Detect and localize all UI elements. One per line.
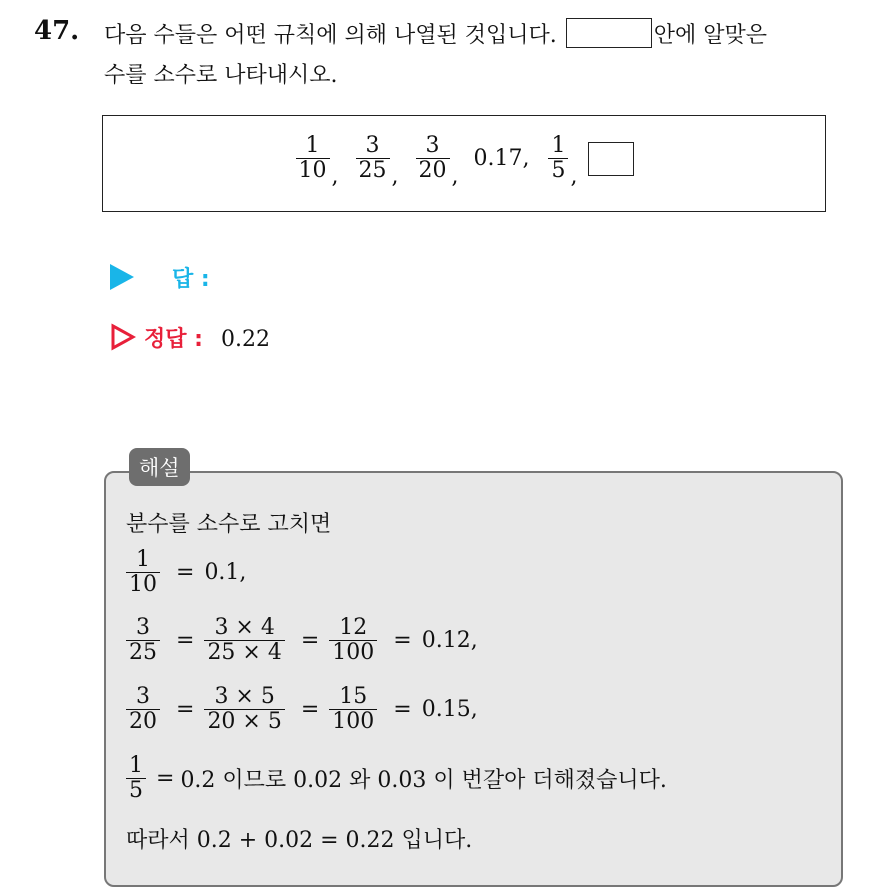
comma: , bbox=[391, 163, 399, 189]
decimal-term: 0.17, bbox=[473, 146, 530, 172]
answer-blank-inline bbox=[566, 18, 652, 48]
fraction-1-10 bbox=[296, 134, 330, 183]
question-text-line2: 수를 소수로 나타내시오. bbox=[104, 63, 338, 88]
correct-value: 0.22 bbox=[220, 327, 270, 352]
result: 0.1, bbox=[204, 560, 247, 586]
frac bbox=[204, 685, 284, 734]
result: 0.15, bbox=[421, 697, 478, 723]
question-text-part2: 안에 알맞은 bbox=[653, 23, 768, 48]
frac-den: 25 bbox=[356, 158, 390, 183]
comma: , bbox=[451, 163, 459, 189]
frac bbox=[204, 616, 284, 665]
result: 0.12, bbox=[421, 628, 478, 654]
equals: = bbox=[176, 697, 195, 723]
answer-label: 답 : bbox=[172, 267, 210, 292]
equals: = bbox=[393, 628, 412, 654]
frac bbox=[126, 548, 160, 597]
sequence-box bbox=[102, 115, 826, 212]
frac-num: 1 bbox=[136, 547, 150, 572]
frac-num: 3 bbox=[136, 615, 150, 640]
frac-num: 1 bbox=[305, 133, 320, 158]
frac-den: 25 × 4 bbox=[204, 640, 284, 665]
frac-den: 20 bbox=[416, 158, 450, 183]
play-arrow-icon bbox=[110, 264, 134, 290]
explanation-text: 0.2 이므로 0.02 와 0.03 이 번갈아 더해졌습니다. bbox=[180, 768, 667, 794]
frac-num: 3 bbox=[365, 133, 380, 158]
explanation-tab: 해설 bbox=[129, 448, 190, 486]
equals: = bbox=[300, 697, 320, 723]
frac bbox=[329, 685, 377, 734]
frac bbox=[126, 616, 160, 665]
explanation-line-1 bbox=[126, 548, 246, 597]
correct-label: 정답 : bbox=[144, 327, 203, 352]
equals: = bbox=[393, 697, 412, 723]
frac-num: 3 bbox=[425, 133, 440, 158]
frac-den: 5 bbox=[126, 778, 146, 803]
equals: = bbox=[156, 766, 175, 792]
frac bbox=[126, 754, 146, 803]
frac-den: 25 bbox=[126, 640, 160, 665]
fraction-3-25 bbox=[356, 134, 390, 183]
frac-num: 1 bbox=[551, 133, 566, 158]
answer-row bbox=[110, 262, 210, 293]
sequence-row bbox=[103, 134, 825, 189]
equals: = bbox=[300, 628, 320, 654]
comma: , bbox=[570, 163, 578, 189]
sequence-blank bbox=[588, 142, 634, 176]
frac-den: 100 bbox=[329, 709, 377, 734]
outline-triangle-icon bbox=[110, 323, 136, 351]
equals: = bbox=[176, 628, 195, 654]
frac-den: 10 bbox=[296, 158, 330, 183]
explanation-conclusion: 따라서 0.2 + 0.02 = 0.22 입니다. bbox=[126, 828, 473, 853]
explanation-line-3 bbox=[126, 685, 478, 734]
fraction-1-5 bbox=[548, 134, 568, 183]
frac-num: 15 bbox=[339, 684, 368, 709]
equals: = bbox=[176, 560, 195, 586]
frac-num: 3 bbox=[136, 684, 150, 709]
explanation-line-4 bbox=[126, 754, 667, 803]
frac-den: 100 bbox=[329, 640, 377, 665]
frac-num: 3 × 4 bbox=[214, 615, 275, 640]
frac-den: 20 bbox=[126, 709, 160, 734]
correct-answer-row bbox=[110, 322, 270, 353]
question-number: 47. bbox=[34, 16, 80, 46]
frac bbox=[329, 616, 377, 665]
fraction-3-20 bbox=[416, 134, 450, 183]
frac-num: 12 bbox=[339, 615, 368, 640]
explanation-intro: 분수를 소수로 고치면 bbox=[126, 512, 332, 537]
frac-num: 1 bbox=[129, 753, 143, 778]
frac-den: 20 × 5 bbox=[204, 709, 284, 734]
comma: , bbox=[331, 163, 339, 189]
frac-den: 10 bbox=[126, 572, 160, 597]
explanation-line-2 bbox=[126, 616, 478, 665]
frac bbox=[126, 685, 160, 734]
frac-den: 5 bbox=[548, 158, 568, 183]
question-text-part1: 다음 수들은 어떤 규칙에 의해 나열된 것입니다. bbox=[104, 23, 557, 48]
question-text-line1 bbox=[104, 18, 767, 49]
frac-num: 3 × 5 bbox=[214, 684, 275, 709]
